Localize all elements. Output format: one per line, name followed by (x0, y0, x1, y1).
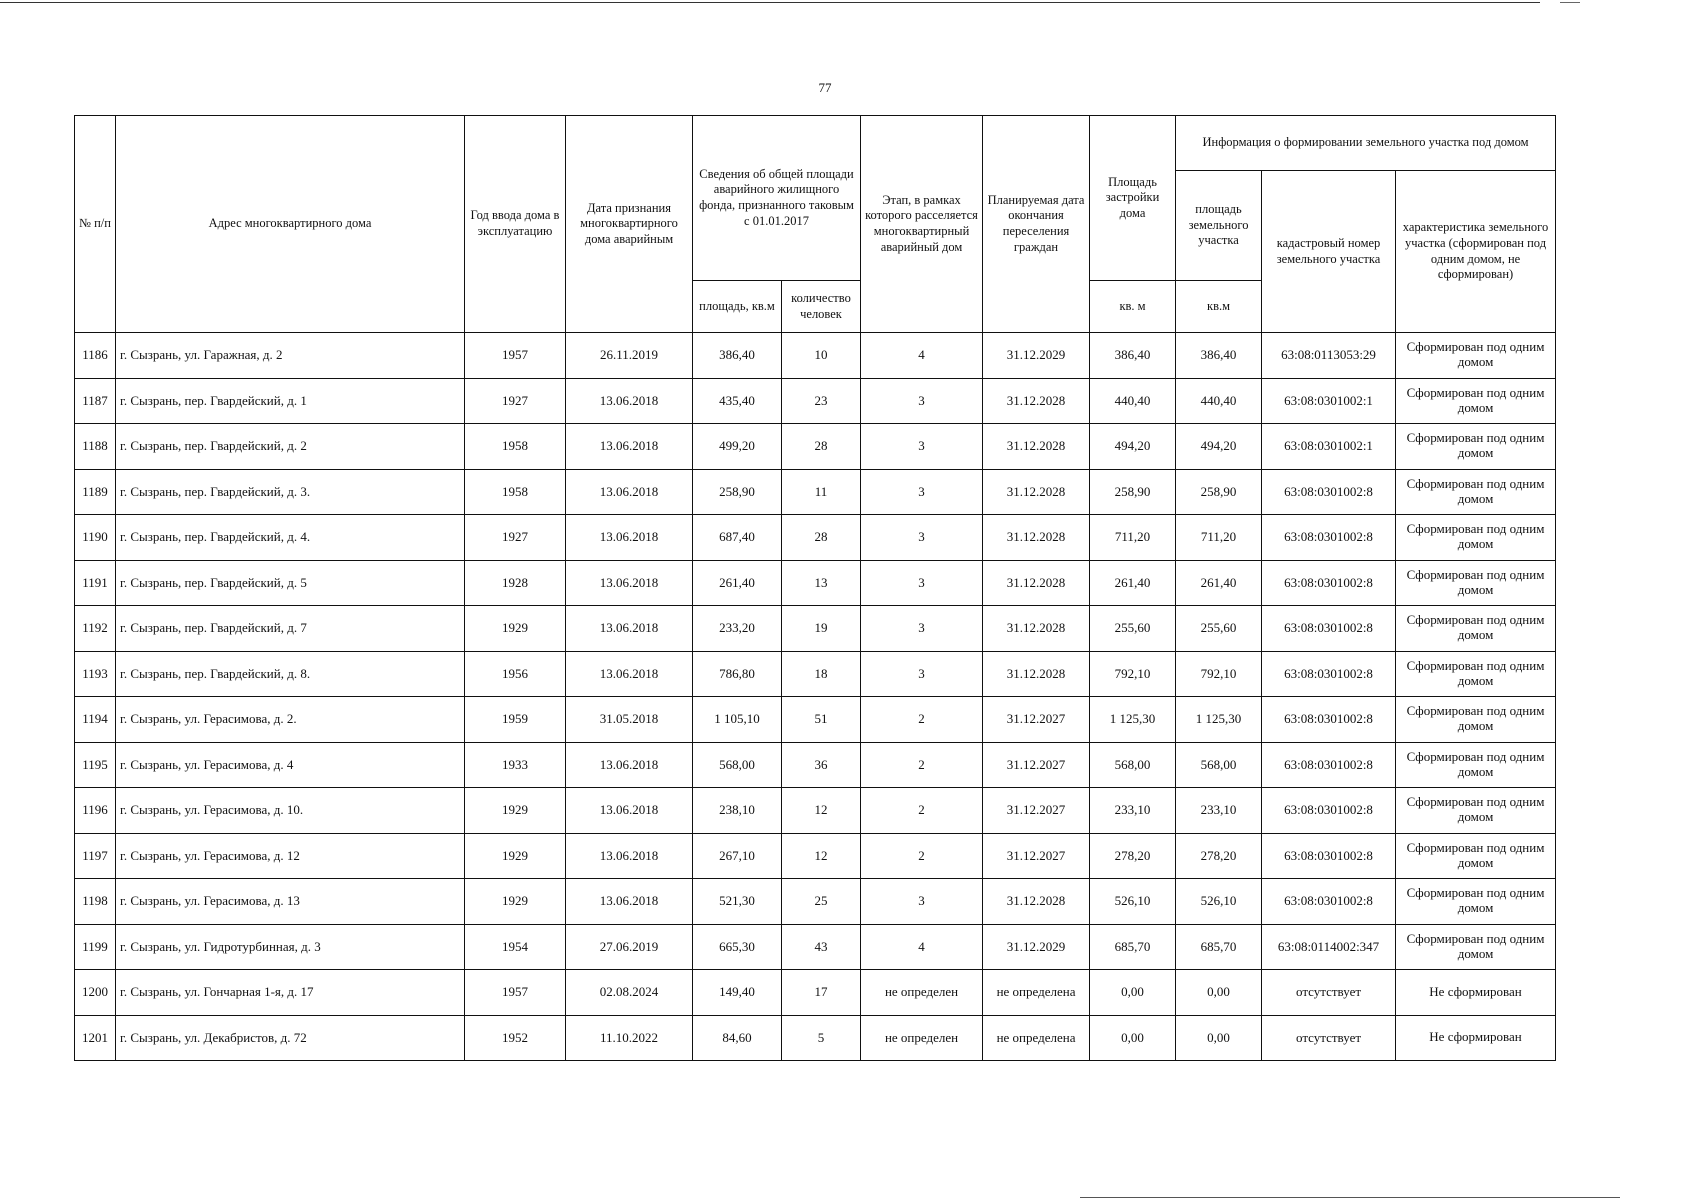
cell-num: 1200 (75, 970, 116, 1016)
cell-planned: 31.12.2028 (983, 879, 1090, 925)
cell-date: 13.06.2018 (566, 788, 693, 834)
cell-date: 13.06.2018 (566, 378, 693, 424)
cell-area: 233,20 (693, 606, 782, 652)
cell-year: 1929 (465, 833, 566, 879)
cell-area: 499,20 (693, 424, 782, 470)
header-stage: Этап, в рамках которого расселяется многоквартирный аварийный дом (861, 116, 983, 333)
cell-address: г. Сызрань, ул. Гаражная, д. 2 (116, 333, 465, 379)
cell-planned: 31.12.2029 (983, 333, 1090, 379)
cell-people: 12 (782, 833, 861, 879)
cell-cadastral: 63:08:0301002:1 (1262, 378, 1396, 424)
cell-cadastral: 63:08:0301002:8 (1262, 879, 1396, 925)
header-num: № п/п (75, 116, 116, 333)
cell-status: Сформирован под одним домом (1396, 606, 1556, 652)
cell-land-area: 386,40 (1176, 333, 1262, 379)
header-land-status: характеристика земельного участка (сформирован под одним домом, не сформирован) (1396, 171, 1556, 333)
cell-num: 1193 (75, 651, 116, 697)
cell-address: г. Сызрань, пер. Гвардейский, д. 1 (116, 378, 465, 424)
cell-stage: 3 (861, 651, 983, 697)
cell-num: 1186 (75, 333, 116, 379)
cell-stage: 3 (861, 879, 983, 925)
cell-cadastral: отсутствует (1262, 1015, 1396, 1061)
cell-people: 43 (782, 924, 861, 970)
cell-area: 435,40 (693, 378, 782, 424)
cell-year: 1957 (465, 970, 566, 1016)
cell-date: 13.06.2018 (566, 606, 693, 652)
cell-num: 1198 (75, 879, 116, 925)
cell-people: 36 (782, 742, 861, 788)
cell-date: 13.06.2018 (566, 560, 693, 606)
cell-planned: 31.12.2028 (983, 378, 1090, 424)
table-row (75, 606, 1556, 652)
cell-land-area: 233,10 (1176, 788, 1262, 834)
cell-people: 28 (782, 515, 861, 561)
cell-planned: 31.12.2027 (983, 742, 1090, 788)
cell-land-area: 526,10 (1176, 879, 1262, 925)
cell-land-area: 568,00 (1176, 742, 1262, 788)
cell-stage: 3 (861, 560, 983, 606)
cell-area: 665,30 (693, 924, 782, 970)
cell-status: Сформирован под одним домом (1396, 697, 1556, 743)
cell-year: 1957 (465, 333, 566, 379)
cell-year: 1929 (465, 788, 566, 834)
table-row (75, 742, 1556, 788)
cell-num: 1201 (75, 1015, 116, 1061)
cell-planned: 31.12.2027 (983, 697, 1090, 743)
cell-num: 1197 (75, 833, 116, 879)
cell-area: 521,30 (693, 879, 782, 925)
cell-people: 11 (782, 469, 861, 515)
cell-area: 786,80 (693, 651, 782, 697)
cell-date: 11.10.2022 (566, 1015, 693, 1061)
cell-cadastral: 63:08:0301002:8 (1262, 515, 1396, 561)
cell-address: г. Сызрань, ул. Декабристов, д. 72 (116, 1015, 465, 1061)
cell-land-area: 792,10 (1176, 651, 1262, 697)
table-row (75, 788, 1556, 834)
header-building-area-unit: кв. м (1090, 281, 1176, 333)
cell-people: 51 (782, 697, 861, 743)
header-cadastral: кадастровый номер земельного участка (1262, 171, 1396, 333)
cell-year: 1958 (465, 469, 566, 515)
cell-num: 1196 (75, 788, 116, 834)
cell-people: 10 (782, 333, 861, 379)
top-rule (0, 2, 1540, 3)
cell-people: 13 (782, 560, 861, 606)
cell-area: 258,90 (693, 469, 782, 515)
cell-area: 386,40 (693, 333, 782, 379)
cell-address: г. Сызрань, пер. Гвардейский, д. 4. (116, 515, 465, 561)
cell-land-area: 711,20 (1176, 515, 1262, 561)
cell-area: 261,40 (693, 560, 782, 606)
cell-stage: не определен (861, 970, 983, 1016)
cell-status: Сформирован под одним домом (1396, 560, 1556, 606)
cell-num: 1187 (75, 378, 116, 424)
cell-cadastral: 63:08:0301002:8 (1262, 833, 1396, 879)
table-row (75, 515, 1556, 561)
cell-cadastral: 63:08:0301002:8 (1262, 606, 1396, 652)
cell-address: г. Сызрань, ул. Герасимова, д. 10. (116, 788, 465, 834)
cell-num: 1190 (75, 515, 116, 561)
cell-year: 1929 (465, 606, 566, 652)
cell-num: 1191 (75, 560, 116, 606)
cell-address: г. Сызрань, пер. Гвардейский, д. 2 (116, 424, 465, 470)
header-year: Год ввода дома в эксплуатацию (465, 116, 566, 333)
cell-date: 13.06.2018 (566, 879, 693, 925)
cell-status: Не сформирован (1396, 970, 1556, 1016)
cell-date: 13.06.2018 (566, 833, 693, 879)
cell-address: г. Сызрань, ул. Герасимова, д. 13 (116, 879, 465, 925)
cell-address: г. Сызрань, ул. Герасимова, д. 12 (116, 833, 465, 879)
cell-address: г. Сызрань, пер. Гвардейский, д. 7 (116, 606, 465, 652)
cell-cadastral: 63:08:0301002:8 (1262, 560, 1396, 606)
cell-area: 149,40 (693, 970, 782, 1016)
cell-area: 687,40 (693, 515, 782, 561)
cell-year: 1958 (465, 424, 566, 470)
emergency-housing-table (74, 115, 1556, 1061)
cell-num: 1192 (75, 606, 116, 652)
cell-address: г. Сызрань, пер. Гвардейский, д. 5 (116, 560, 465, 606)
cell-area: 568,00 (693, 742, 782, 788)
cell-date: 13.06.2018 (566, 515, 693, 561)
cell-building-area: 440,40 (1090, 378, 1176, 424)
cell-date: 13.06.2018 (566, 651, 693, 697)
cell-cadastral: 63:08:0301002:8 (1262, 469, 1396, 515)
table-row (75, 697, 1556, 743)
table-header (75, 116, 1556, 333)
table-row (75, 651, 1556, 697)
cell-year: 1929 (465, 879, 566, 925)
cell-planned: 31.12.2028 (983, 424, 1090, 470)
cell-land-area: 278,20 (1176, 833, 1262, 879)
cell-land-area: 494,20 (1176, 424, 1262, 470)
cell-cadastral: 63:08:0114002:347 (1262, 924, 1396, 970)
table-row (75, 879, 1556, 925)
table-row (75, 560, 1556, 606)
cell-date: 26.11.2019 (566, 333, 693, 379)
cell-area: 238,10 (693, 788, 782, 834)
cell-status: Сформирован под одним домом (1396, 879, 1556, 925)
cell-stage: не определен (861, 1015, 983, 1061)
cell-people: 19 (782, 606, 861, 652)
cell-area: 267,10 (693, 833, 782, 879)
cell-land-area: 258,90 (1176, 469, 1262, 515)
cell-status: Сформирован под одним домом (1396, 515, 1556, 561)
cell-status: Сформирован под одним домом (1396, 833, 1556, 879)
cell-building-area: 792,10 (1090, 651, 1176, 697)
cell-stage: 2 (861, 697, 983, 743)
cell-building-area: 568,00 (1090, 742, 1176, 788)
cell-building-area: 258,90 (1090, 469, 1176, 515)
cell-address: г. Сызрань, пер. Гвардейский, д. 3. (116, 469, 465, 515)
table-row (75, 378, 1556, 424)
cell-building-area: 526,10 (1090, 879, 1176, 925)
top-rule-fragment (1560, 2, 1580, 3)
header-address: Адрес многоквартирного дома (116, 116, 465, 333)
cell-building-area: 0,00 (1090, 970, 1176, 1016)
cell-area: 84,60 (693, 1015, 782, 1061)
cell-year: 1927 (465, 515, 566, 561)
table-row (75, 333, 1556, 379)
cell-building-area: 233,10 (1090, 788, 1176, 834)
cell-land-area: 1 125,30 (1176, 697, 1262, 743)
cell-stage: 3 (861, 378, 983, 424)
cell-building-area: 278,20 (1090, 833, 1176, 879)
cell-date: 13.06.2018 (566, 469, 693, 515)
table-body (75, 333, 1556, 1061)
cell-num: 1189 (75, 469, 116, 515)
cell-building-area: 261,40 (1090, 560, 1176, 606)
table-row (75, 469, 1556, 515)
cell-date: 13.06.2018 (566, 424, 693, 470)
cell-address: г. Сызрань, ул. Герасимова, д. 2. (116, 697, 465, 743)
cell-people: 5 (782, 1015, 861, 1061)
cell-building-area: 494,20 (1090, 424, 1176, 470)
table-row (75, 1015, 1556, 1061)
table-row (75, 970, 1556, 1016)
cell-stage: 2 (861, 742, 983, 788)
cell-area: 1 105,10 (693, 697, 782, 743)
cell-status: Сформирован под одним домом (1396, 788, 1556, 834)
cell-cadastral: 63:08:0301002:8 (1262, 788, 1396, 834)
cell-stage: 3 (861, 606, 983, 652)
cell-date: 02.08.2024 (566, 970, 693, 1016)
table-row (75, 833, 1556, 879)
header-land-info: Информация о формировании земельного участка под домом (1176, 116, 1556, 171)
cell-status: Не сформирован (1396, 1015, 1556, 1061)
header-land-area-unit: кв.м (1176, 281, 1262, 333)
cell-people: 17 (782, 970, 861, 1016)
table-row (75, 924, 1556, 970)
cell-planned: 31.12.2028 (983, 515, 1090, 561)
cell-cadastral: 63:08:0301002:8 (1262, 651, 1396, 697)
cell-planned: 31.12.2027 (983, 788, 1090, 834)
cell-year: 1952 (465, 1015, 566, 1061)
cell-status: Сформирован под одним домом (1396, 378, 1556, 424)
cell-land-area: 685,70 (1176, 924, 1262, 970)
cell-people: 28 (782, 424, 861, 470)
cell-stage: 2 (861, 788, 983, 834)
cell-cadastral: отсутствует (1262, 970, 1396, 1016)
cell-planned: 31.12.2028 (983, 606, 1090, 652)
cell-num: 1194 (75, 697, 116, 743)
cell-stage: 3 (861, 469, 983, 515)
cell-address: г. Сызрань, ул. Гончарная 1-я, д. 17 (116, 970, 465, 1016)
cell-planned: 31.12.2028 (983, 469, 1090, 515)
header-land-area: площадь земельного участка (1176, 171, 1262, 281)
cell-status: Сформирован под одним домом (1396, 924, 1556, 970)
cell-cadastral: 63:08:0113053:29 (1262, 333, 1396, 379)
cell-stage: 3 (861, 424, 983, 470)
cell-date: 13.06.2018 (566, 742, 693, 788)
header-planned-date: Планируемая дата окончания переселения граждан (983, 116, 1090, 333)
cell-planned: не определена (983, 1015, 1090, 1061)
header-building-area: Площадь застройки дома (1090, 116, 1176, 281)
cell-people: 12 (782, 788, 861, 834)
cell-land-area: 440,40 (1176, 378, 1262, 424)
cell-status: Сформирован под одним домом (1396, 742, 1556, 788)
cell-status: Сформирован под одним домом (1396, 333, 1556, 379)
cell-year: 1928 (465, 560, 566, 606)
header-date-recognized: Дата признания многоквартирного дома аварийным (566, 116, 693, 333)
cell-stage: 4 (861, 333, 983, 379)
cell-num: 1188 (75, 424, 116, 470)
cell-people: 18 (782, 651, 861, 697)
page-number: 77 (818, 80, 832, 95)
cell-stage: 3 (861, 515, 983, 561)
header-area-sqm: площадь, кв.м (693, 281, 782, 333)
cell-stage: 2 (861, 833, 983, 879)
cell-cadastral: 63:08:0301002:8 (1262, 697, 1396, 743)
cell-building-area: 685,70 (1090, 924, 1176, 970)
cell-address: г. Сызрань, ул. Герасимова, д. 4 (116, 742, 465, 788)
cell-building-area: 1 125,30 (1090, 697, 1176, 743)
cell-date: 31.05.2018 (566, 697, 693, 743)
header-area-info: Сведения об общей площади аварийного жилищного фонда, признанного таковым с 01.01.2017 (693, 116, 861, 281)
cell-year: 1927 (465, 378, 566, 424)
cell-building-area: 0,00 (1090, 1015, 1176, 1061)
cell-planned: 31.12.2027 (983, 833, 1090, 879)
cell-year: 1954 (465, 924, 566, 970)
cell-address: г. Сызрань, ул. Гидротурбинная, д. 3 (116, 924, 465, 970)
cell-num: 1195 (75, 742, 116, 788)
cell-status: Сформирован под одним домом (1396, 469, 1556, 515)
cell-building-area: 386,40 (1090, 333, 1176, 379)
cell-land-area: 0,00 (1176, 1015, 1262, 1061)
cell-year: 1959 (465, 697, 566, 743)
cell-status: Сформирован под одним домом (1396, 424, 1556, 470)
cell-planned: 31.12.2028 (983, 560, 1090, 606)
cell-building-area: 255,60 (1090, 606, 1176, 652)
cell-address: г. Сызрань, пер. Гвардейский, д. 8. (116, 651, 465, 697)
cell-stage: 4 (861, 924, 983, 970)
header-people-count: количество человек (782, 281, 861, 333)
cell-year: 1933 (465, 742, 566, 788)
cell-planned: 31.12.2028 (983, 651, 1090, 697)
cell-num: 1199 (75, 924, 116, 970)
cell-land-area: 255,60 (1176, 606, 1262, 652)
cell-cadastral: 63:08:0301002:8 (1262, 742, 1396, 788)
cell-date: 27.06.2019 (566, 924, 693, 970)
cell-building-area: 711,20 (1090, 515, 1176, 561)
cell-year: 1956 (465, 651, 566, 697)
cell-land-area: 261,40 (1176, 560, 1262, 606)
cell-people: 23 (782, 378, 861, 424)
cell-land-area: 0,00 (1176, 970, 1262, 1016)
bottom-rule (1080, 1197, 1620, 1198)
cell-people: 25 (782, 879, 861, 925)
cell-planned: 31.12.2029 (983, 924, 1090, 970)
cell-cadastral: 63:08:0301002:1 (1262, 424, 1396, 470)
table-row (75, 424, 1556, 470)
cell-planned: не определена (983, 970, 1090, 1016)
cell-status: Сформирован под одним домом (1396, 651, 1556, 697)
